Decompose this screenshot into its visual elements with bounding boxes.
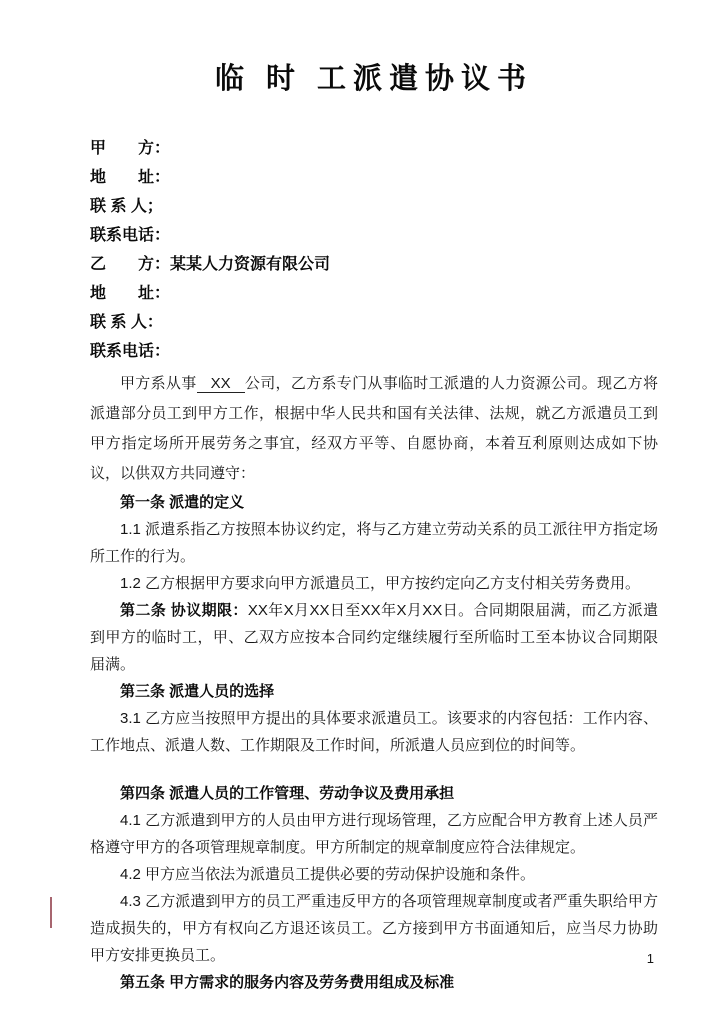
clause-2-heading: 第二条 协议期限：	[120, 602, 248, 619]
revision-mark	[50, 897, 52, 928]
party-a-contact-label: 联 系 人；	[90, 198, 163, 215]
intro-lead: 甲方系从事	[120, 375, 197, 392]
blank-line	[90, 759, 658, 780]
party-b-contact-label: 联 系 人：	[90, 314, 163, 331]
clause-4-paragraph: 4.1 乙方派遣到甲方的人员由甲方进行现场管理，乙方应配合甲方教育上述人员严格遵守甲方的各项管理规章制度。甲方所制定的规章制度应符合法律规定。	[90, 812, 658, 856]
party-a-name-label: 甲 方：	[90, 140, 171, 157]
party-b-phone-label: 联系电话：	[90, 343, 171, 360]
parties-block	[90, 134, 658, 366]
page-number: 1	[646, 951, 654, 966]
clause-1-paragraph: 1.1 派遣系指乙方按照本协议约定，将与乙方建立劳动关系的员工派往甲方指定场所工作的行为。	[90, 521, 658, 565]
party-b-name-line	[90, 250, 658, 279]
fill-in-blank: XX	[197, 375, 245, 393]
clause-3-heading: 第三条 派遣人员的选择	[120, 683, 275, 700]
party-b-name-label: 乙 方：	[90, 256, 171, 273]
clause-1-heading: 第一条 派遣的定义	[120, 494, 245, 511]
intro-paragraph	[90, 369, 658, 489]
party-b-address-label: 地 址：	[90, 285, 171, 302]
clause-2-paragraph	[90, 597, 658, 678]
clause-5-heading: 第五条 甲方需求的服务内容及劳务费用组成及标准	[120, 974, 455, 991]
clause-3-paragraph: 3.1 乙方应当按照甲方提出的具体要求派遣员工。该要求的内容包括：工作内容、工作地点、派遣人数、工作期限及工作时间，所派遣人员应到位的时间等。	[90, 710, 658, 754]
clause-1-paragraph: 1.2 乙方根据甲方要求向甲方派遣员工，甲方按约定向乙方支付相关劳务费用。	[120, 575, 641, 592]
document-title: 临 时 工派遣协议书	[214, 63, 534, 95]
agreement-body	[90, 369, 658, 996]
clause-4-heading: 第四条 派遣人员的工作管理、劳动争议及费用承担	[120, 785, 455, 802]
party-a-phone-label: 联系电话：	[90, 227, 171, 244]
party-b-company-value: 某某人力资源有限公司	[170, 256, 331, 273]
intro-body: 公司，乙方系专门从事临时工派遣的人力资源公司。现乙方将派遣部分员工到甲方工作，根据中华人民共和国有关法律、法规，就乙方派遣员工到甲方指定场所开展劳务之事宜，经双方平等、自愿协商，本着互利原则达成如下协议，以供双方共同遵守：	[90, 375, 658, 482]
clause-4-paragraph: 4.2 甲方应当依法为派遣员工提供必要的劳动保护设施和条件。	[120, 866, 536, 883]
party-a-address-label: 地 址：	[90, 169, 171, 186]
clause-4-paragraph: 4.3 乙方派遣到甲方的员工严重违反甲方的各项管理规章制度或者严重失职给甲方造成损失的，甲方有权向乙方退还该员工。乙方接到甲方书面通知后，应当尽力协助甲方安排更换员工。	[90, 893, 658, 964]
clause-2-text: XX年X月XX日至XX年X月XX日。合同期限届满，而乙方派遣到甲方的临时工，甲、乙双方应按本合同约定继续履行至所临时工至本协议合同期限届满。	[90, 602, 658, 673]
